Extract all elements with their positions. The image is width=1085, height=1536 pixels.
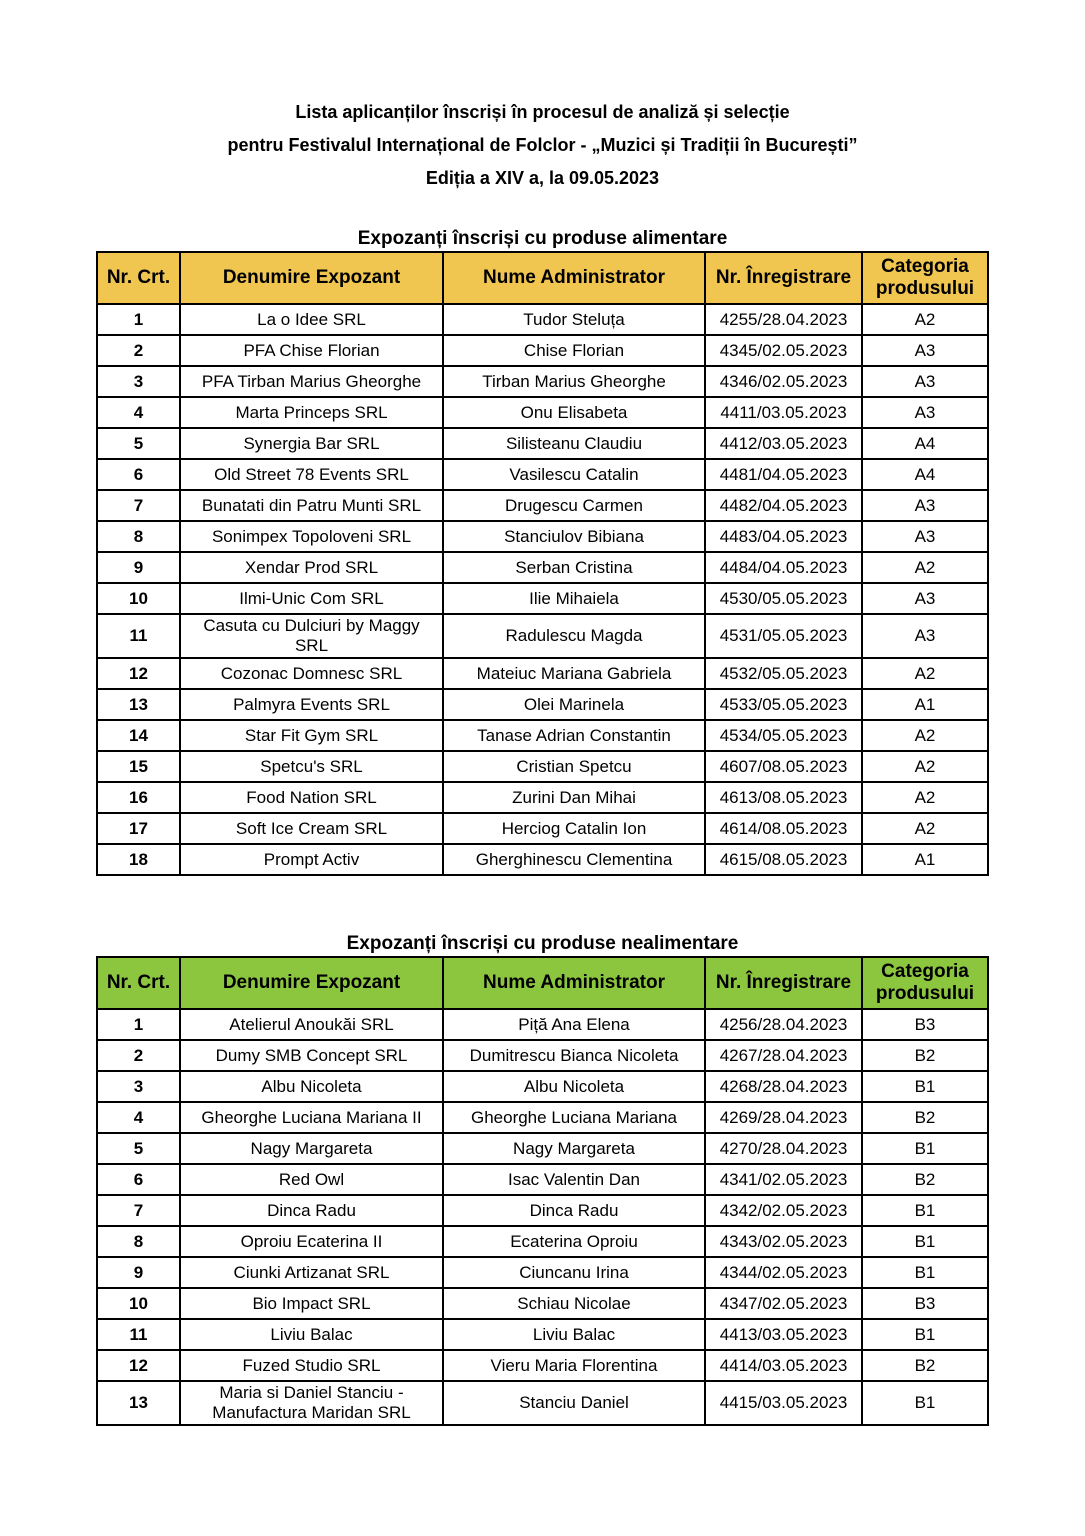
table-cell: 4342/02.05.2023 bbox=[705, 1195, 862, 1226]
table-cell: Ciunki Artizanat SRL bbox=[180, 1257, 443, 1288]
table-row bbox=[97, 689, 988, 720]
table-cell: 4346/02.05.2023 bbox=[705, 366, 862, 397]
table-cell: 2 bbox=[97, 335, 180, 366]
table-cell: 4347/02.05.2023 bbox=[705, 1288, 862, 1319]
table-cell: Gherghinescu Clementina bbox=[443, 844, 705, 875]
table-cell: Cozonac Domnesc SRL bbox=[180, 658, 443, 689]
table-cell: 10 bbox=[97, 583, 180, 614]
table-row bbox=[97, 844, 988, 875]
table-cell: A3 bbox=[862, 583, 988, 614]
table-cell: 4270/28.04.2023 bbox=[705, 1133, 862, 1164]
table-row bbox=[97, 1102, 988, 1133]
table-cell: 4341/02.05.2023 bbox=[705, 1164, 862, 1195]
table-cell: A3 bbox=[862, 490, 988, 521]
table-cell: A2 bbox=[862, 552, 988, 583]
table-cell: 4481/04.05.2023 bbox=[705, 459, 862, 490]
table-cell: 5 bbox=[97, 1133, 180, 1164]
table-cell: Synergia Bar SRL bbox=[180, 428, 443, 459]
table-cell: 9 bbox=[97, 1257, 180, 1288]
table-cell: 4530/05.05.2023 bbox=[705, 583, 862, 614]
table-cell: B3 bbox=[862, 1288, 988, 1319]
table-cell: Old Street 78 Events SRL bbox=[180, 459, 443, 490]
table-row bbox=[97, 1288, 988, 1319]
table-cell: 13 bbox=[97, 1381, 180, 1425]
table-cell: B1 bbox=[862, 1133, 988, 1164]
table-cell: 6 bbox=[97, 1164, 180, 1195]
table-cell: 4415/03.05.2023 bbox=[705, 1381, 862, 1425]
table-cell: 4483/04.05.2023 bbox=[705, 521, 862, 552]
table-alimentare bbox=[96, 251, 989, 876]
table-row bbox=[97, 1350, 988, 1381]
table-cell: B2 bbox=[862, 1164, 988, 1195]
table-cell: Palmyra Events SRL bbox=[180, 689, 443, 720]
table-cell: A3 bbox=[862, 366, 988, 397]
table-row bbox=[97, 552, 988, 583]
table-row bbox=[97, 751, 988, 782]
table-row bbox=[97, 1164, 988, 1195]
table-cell: PFA Chise Florian bbox=[180, 335, 443, 366]
table-cell: 4613/08.05.2023 bbox=[705, 782, 862, 813]
table-cell: Radulescu Magda bbox=[443, 614, 705, 658]
table-cell: Red Owl bbox=[180, 1164, 443, 1195]
table-cell: A3 bbox=[862, 397, 988, 428]
column-header-nume-administrator: Nume Administrator bbox=[443, 252, 705, 304]
table-cell: Mateiuc Mariana Gabriela bbox=[443, 658, 705, 689]
table-cell: 4607/08.05.2023 bbox=[705, 751, 862, 782]
table-cell: 10 bbox=[97, 1288, 180, 1319]
table-cell: Piță Ana Elena bbox=[443, 1009, 705, 1040]
table-cell: B1 bbox=[862, 1071, 988, 1102]
table-cell: 9 bbox=[97, 552, 180, 583]
table-cell: 12 bbox=[97, 658, 180, 689]
table-row bbox=[97, 1226, 988, 1257]
table-cell: 4269/28.04.2023 bbox=[705, 1102, 862, 1133]
table-cell: 2 bbox=[97, 1040, 180, 1071]
table-cell: 16 bbox=[97, 782, 180, 813]
table-row bbox=[97, 1133, 988, 1164]
table-cell: 4268/28.04.2023 bbox=[705, 1071, 862, 1102]
table-cell: Dumitrescu Bianca Nicoleta bbox=[443, 1040, 705, 1071]
table-cell: 15 bbox=[97, 751, 180, 782]
table-cell: Marta Princeps SRL bbox=[180, 397, 443, 428]
table-cell: Serban Cristina bbox=[443, 552, 705, 583]
table-cell: A1 bbox=[862, 689, 988, 720]
table-cell: 3 bbox=[97, 1071, 180, 1102]
table-cell: A2 bbox=[862, 813, 988, 844]
table-cell: Onu Elisabeta bbox=[443, 397, 705, 428]
table-cell: 14 bbox=[97, 720, 180, 751]
table-cell: Tudor Steluța bbox=[443, 304, 705, 335]
table-cell: Dinca Radu bbox=[180, 1195, 443, 1226]
title-line-2: pentru Festivalul Internațional de Folclor - „Muzici și Tradiții în București” bbox=[227, 135, 858, 155]
table-cell: B3 bbox=[862, 1009, 988, 1040]
table-cell: Isac Valentin Dan bbox=[443, 1164, 705, 1195]
table-cell: 6 bbox=[97, 459, 180, 490]
table-cell: Gheorghe Luciana Mariana II bbox=[180, 1102, 443, 1133]
table-row bbox=[97, 428, 988, 459]
column-header-denumire-expozant: Denumire Expozant bbox=[180, 957, 443, 1009]
table-cell: A2 bbox=[862, 304, 988, 335]
table-row bbox=[97, 521, 988, 552]
table-cell: B2 bbox=[862, 1040, 988, 1071]
table-cell: Liviu Balac bbox=[180, 1319, 443, 1350]
table-cell: Chise Florian bbox=[443, 335, 705, 366]
table-cell: Stanciu Daniel bbox=[443, 1381, 705, 1425]
table-cell: Drugescu Carmen bbox=[443, 490, 705, 521]
table-cell: B1 bbox=[862, 1381, 988, 1425]
table-row bbox=[97, 813, 988, 844]
title-line-3: Ediția a XIV a, la 09.05.2023 bbox=[425, 168, 660, 188]
table-cell: 5 bbox=[97, 428, 180, 459]
table-row bbox=[97, 335, 988, 366]
table-cell: Spetcu's SRL bbox=[180, 751, 443, 782]
table-cell: Albu Nicoleta bbox=[443, 1071, 705, 1102]
table-cell: A2 bbox=[862, 782, 988, 813]
table-cell: Tirban Marius Gheorghe bbox=[443, 366, 705, 397]
table-cell: Albu Nicoleta bbox=[180, 1071, 443, 1102]
table-row bbox=[97, 614, 988, 658]
table-cell: 4414/03.05.2023 bbox=[705, 1350, 862, 1381]
table-cell: A3 bbox=[862, 521, 988, 552]
table-cell: 4344/02.05.2023 bbox=[705, 1257, 862, 1288]
table-cell: Zurini Dan Mihai bbox=[443, 782, 705, 813]
document-title bbox=[0, 96, 1085, 195]
table-cell: 4 bbox=[97, 1102, 180, 1133]
table-row bbox=[97, 1009, 988, 1040]
table-cell: Cristian Spetcu bbox=[443, 751, 705, 782]
column-header-categoria-produsului: Categoria produsului bbox=[862, 252, 988, 304]
table-row bbox=[97, 1381, 988, 1425]
table-cell: Ecaterina Oproiu bbox=[443, 1226, 705, 1257]
table-cell: A2 bbox=[862, 658, 988, 689]
table-cell: La o Idee SRL bbox=[180, 304, 443, 335]
table-cell: Bunatati din Patru Munti SRL bbox=[180, 490, 443, 521]
table-cell: 4255/28.04.2023 bbox=[705, 304, 862, 335]
table-cell: Atelierul Anoukăi SRL bbox=[180, 1009, 443, 1040]
table-header-row bbox=[97, 957, 988, 1009]
table-row bbox=[97, 397, 988, 428]
table-cell: 11 bbox=[97, 614, 180, 658]
table-cell: Vasilescu Catalin bbox=[443, 459, 705, 490]
column-header-nr-inregistrare: Nr. Înregistrare bbox=[705, 957, 862, 1009]
table-cell: 4 bbox=[97, 397, 180, 428]
column-header-denumire-expozant: Denumire Expozant bbox=[180, 252, 443, 304]
table-cell: 4343/02.05.2023 bbox=[705, 1226, 862, 1257]
table-cell: Dumy SMB Concept SRL bbox=[180, 1040, 443, 1071]
column-header-nr-inregistrare: Nr. Înregistrare bbox=[705, 252, 862, 304]
table-cell: 4482/04.05.2023 bbox=[705, 490, 862, 521]
table-cell: Dinca Radu bbox=[443, 1195, 705, 1226]
table-cell: Gheorghe Luciana Mariana bbox=[443, 1102, 705, 1133]
table-row bbox=[97, 459, 988, 490]
table-cell: Sonimpex Topoloveni SRL bbox=[180, 521, 443, 552]
table-cell: Prompt Activ bbox=[180, 844, 443, 875]
table-cell: 4411/03.05.2023 bbox=[705, 397, 862, 428]
table-cell: 1 bbox=[97, 304, 180, 335]
table-cell: Soft Ice Cream SRL bbox=[180, 813, 443, 844]
table-cell: Maria si Daniel Stanciu - Manufactura Maridan SRL bbox=[180, 1381, 443, 1425]
table-cell: A4 bbox=[862, 459, 988, 490]
table-cell: 12 bbox=[97, 1350, 180, 1381]
table-cell: Fuzed Studio SRL bbox=[180, 1350, 443, 1381]
column-header-nr-crt: Nr. Crt. bbox=[97, 957, 180, 1009]
table-cell: 18 bbox=[97, 844, 180, 875]
table-cell: A2 bbox=[862, 751, 988, 782]
table-cell: B1 bbox=[862, 1319, 988, 1350]
table-cell: 8 bbox=[97, 521, 180, 552]
table-cell: 7 bbox=[97, 490, 180, 521]
table-row bbox=[97, 720, 988, 751]
table-cell: 13 bbox=[97, 689, 180, 720]
table-cell: B2 bbox=[862, 1102, 988, 1133]
table-cell: A3 bbox=[862, 614, 988, 658]
table-cell: 4534/05.05.2023 bbox=[705, 720, 862, 751]
table-cell: PFA Tirban Marius Gheorghe bbox=[180, 366, 443, 397]
table-cell: 4256/28.04.2023 bbox=[705, 1009, 862, 1040]
table-cell: Bio Impact SRL bbox=[180, 1288, 443, 1319]
table-cell: Ilmi-Unic Com SRL bbox=[180, 583, 443, 614]
table-cell: Nagy Margareta bbox=[180, 1133, 443, 1164]
table-cell: Xendar Prod SRL bbox=[180, 552, 443, 583]
table-cell: 4345/02.05.2023 bbox=[705, 335, 862, 366]
column-header-nr-crt: Nr. Crt. bbox=[97, 252, 180, 304]
table-cell: A4 bbox=[862, 428, 988, 459]
table-cell: Star Fit Gym SRL bbox=[180, 720, 443, 751]
table-cell: 4267/28.04.2023 bbox=[705, 1040, 862, 1071]
section-heading-nealimentare: Expozanți înscriși cu produse nealimentare bbox=[346, 933, 739, 954]
table-cell: B1 bbox=[862, 1226, 988, 1257]
table-cell: 4531/05.05.2023 bbox=[705, 614, 862, 658]
table-cell: 4413/03.05.2023 bbox=[705, 1319, 862, 1350]
table-cell: 4484/04.05.2023 bbox=[705, 552, 862, 583]
table-cell: 7 bbox=[97, 1195, 180, 1226]
table-cell: A3 bbox=[862, 335, 988, 366]
table-header-row bbox=[97, 252, 988, 304]
table-cell: 1 bbox=[97, 1009, 180, 1040]
table-cell: Nagy Margareta bbox=[443, 1133, 705, 1164]
table-cell: 4614/08.05.2023 bbox=[705, 813, 862, 844]
title-line-1: Lista aplicanților înscriși în procesul de analiză și selecție bbox=[295, 102, 790, 122]
table-cell: 11 bbox=[97, 1319, 180, 1350]
table-cell: 3 bbox=[97, 366, 180, 397]
table-row bbox=[97, 1071, 988, 1102]
table-cell: A1 bbox=[862, 844, 988, 875]
table-row bbox=[97, 1257, 988, 1288]
table-cell: Stanciulov Bibiana bbox=[443, 521, 705, 552]
table-row bbox=[97, 782, 988, 813]
table-cell: Olei Marinela bbox=[443, 689, 705, 720]
column-header-nume-administrator: Nume Administrator bbox=[443, 957, 705, 1009]
table-row bbox=[97, 658, 988, 689]
table-row bbox=[97, 583, 988, 614]
section-heading-alimentare: Expozanți înscriși cu produse alimentare bbox=[357, 228, 728, 249]
table-cell: 4615/08.05.2023 bbox=[705, 844, 862, 875]
table-cell: Food Nation SRL bbox=[180, 782, 443, 813]
table-cell: Vieru Maria Florentina bbox=[443, 1350, 705, 1381]
table-cell: 4532/05.05.2023 bbox=[705, 658, 862, 689]
table-nealimentare bbox=[96, 956, 989, 1426]
table-cell: Ciuncanu Irina bbox=[443, 1257, 705, 1288]
table-cell: B1 bbox=[862, 1195, 988, 1226]
table-cell: 17 bbox=[97, 813, 180, 844]
table-row bbox=[97, 304, 988, 335]
table-cell: Oproiu Ecaterina II bbox=[180, 1226, 443, 1257]
table-row bbox=[97, 1319, 988, 1350]
table-cell: 4533/05.05.2023 bbox=[705, 689, 862, 720]
table-cell: Schiau Nicolae bbox=[443, 1288, 705, 1319]
table-cell: B2 bbox=[862, 1350, 988, 1381]
table-cell: Casuta cu Dulciuri by Maggy SRL bbox=[180, 614, 443, 658]
table-cell: A2 bbox=[862, 720, 988, 751]
table-row bbox=[97, 1195, 988, 1226]
table-cell: Liviu Balac bbox=[443, 1319, 705, 1350]
table-cell: 8 bbox=[97, 1226, 180, 1257]
table-row bbox=[97, 1040, 988, 1071]
table-cell: Tanase Adrian Constantin bbox=[443, 720, 705, 751]
table-row bbox=[97, 490, 988, 521]
table-row bbox=[97, 366, 988, 397]
table-cell: Herciog Catalin Ion bbox=[443, 813, 705, 844]
table-cell: B1 bbox=[862, 1257, 988, 1288]
table-cell: Silisteanu Claudiu bbox=[443, 428, 705, 459]
table-cell: Ilie Mihaiela bbox=[443, 583, 705, 614]
column-header-categoria-produsului: Categoria produsului bbox=[862, 957, 988, 1009]
table-cell: 4412/03.05.2023 bbox=[705, 428, 862, 459]
